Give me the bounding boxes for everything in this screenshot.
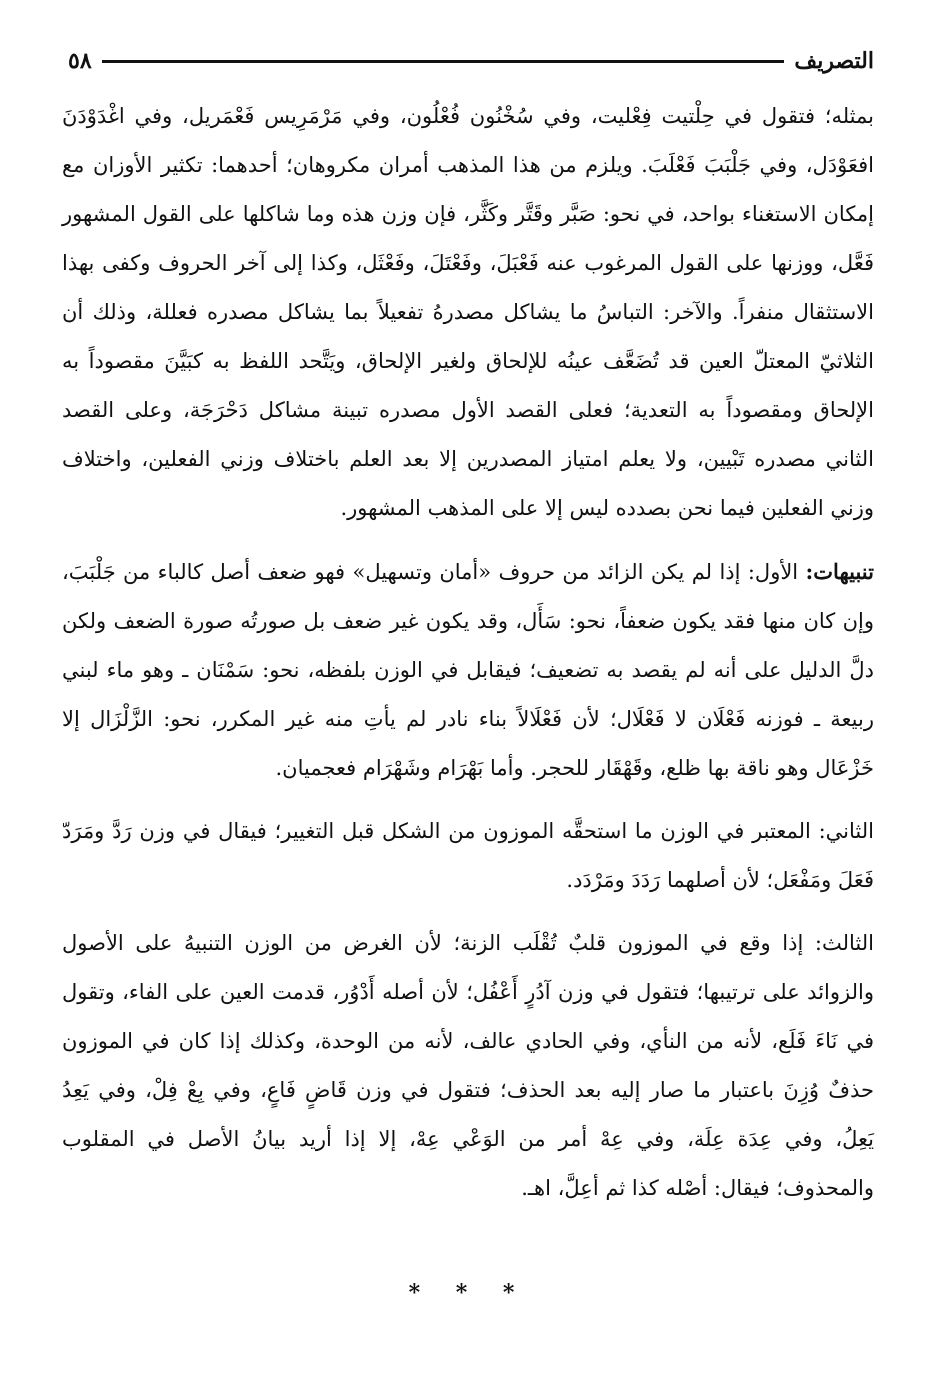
- page-number: ٥٨: [68, 48, 92, 74]
- paragraph-text: الثالث: إذا وقع في الموزون قلبٌ تُقْلَب الزنة؛ لأن الغرض من الوزن التنبيهُ على الأصول والزوائد على ترتيبها؛ فتقول في وزن آدُرٍ أَعْفُل؛ لأن أصله أَدْوُر، قدمت العين على الفاء، وتقول في نَاءَ فَلَع، لأنه من النأي، وفي الحادي عالف، لأنه من الوحدة، وكذلك إذا كان في الموزون حذفٌ وُزِنَ باعتبار ما صار إليه بعد الحذف؛ فتقول في وزن قَاضٍ فَاعٍ، وفي بِعْ فِلْ، وفي يَعِدُ يَعِلُ، وفي عِدَة عِلَة، وفي عِهْ أمر من الوَعْي عِهْ، إلا إذا أريد بيانُ الأصل في المقلوب والمحذوف؛ فيقال: أصْله كذا ثم أعِلَّ، اهـ.: [62, 931, 874, 1200]
- section-end-mark: * * *: [408, 1280, 529, 1306]
- body-text: [62, 92, 874, 1213]
- running-header: [68, 44, 874, 78]
- paragraph-notes-first: [62, 547, 874, 793]
- paragraph-text: الثاني: المعتبر في الوزن ما استحقَّه الموزون من الشكل قبل التغيير؛ فيقال في وزن رَدَّ ومَرَدّ فَعَلَ ومَفْعَل؛ لأن أصلهما رَدَدَ ومَرْدَد.: [62, 819, 874, 892]
- paragraph-text: الأول: إذا لم يكن الزائد من حروف «أمان وتسهيل» فهو ضعف أصل كالباء من جَلْبَبَ، وإن كان منها فقد يكون ضعفاً، نحو: سَأَل، وقد يكون غير ضعف بل صورتُه صورة الضعف ولكن دلَّ الدليل على أنه لم يقصد به تضعيف؛ فيقابل في الوزن بلفظه، نحو: سَمْنَان ـ وهو ماء لبني ربيعة ـ فوزنه فَعْلَان لا فَعْلَال؛ لأن فَعْلَالاً بناء نادر لم يأتِ منه غير المكرر، نحو: الزَّلْزَال إلا خَزْعَال وهو ناقة بها ظلع، وقَهْقَار للحجر. وأما بَهْرَام وشَهْرَام فعجميان.: [62, 560, 874, 780]
- notes-heading: تنبيهات:: [805, 559, 874, 584]
- paragraph-text: بمثله؛ فتقول في حِلْتيت فِعْليت، وفي سُخْنُون فُعْلُون، وفي مَرْمَرِيس فَعْمَريل، وفي اغْدَوْدَنَ افعَوْدَل، وفي جَلْبَبَ فَعْلَبَ. ويلزم من هذا المذهب أمران مكروهان؛ أحدهما: تكثير الأوزان مع إمكان الاستغناء بواحد، في نحو: صَبَّر وقَتَّر وكَثَّر، فإن وزن هذه وما شاكلها على القول المشهور فَعَّل، ووزنها على القول المرغوب عنه فَعْبَلَ، وفَعْتَلَ، وفَعْثَل، وكذا إلى آخر الحروف وكفى بهذا الاستثقال منفراً. والآخر: التباسُ ما يشاكل مصدرهُ تفعيلاً بما يشاكل مصدره فعللة، وذلك أن الثلاثيّ المعتلّ العين قد تُضَعَّف عينُه للإلحاق ولغير الإلحاق، ويَتَّحد اللفظ به كبَيَّنَ مقصوداً به الإلحاق ومقصوداً به التعدية؛ فعلى القصد الأول مصدره تبينة مشاكل دَحْرَجَة، وعلى القصد الثاني مصدره تَبْيين، ولا يعلم امتياز المصدرين إلا بعد العلم باختلاف وزني الفعلين، واختلاف وزني الفعلين فيما نحن بصدده ليس إلا على المذهب المشهور.: [62, 104, 874, 520]
- paragraph-notes-second: [62, 807, 874, 905]
- header-rule: [102, 60, 785, 63]
- paragraph-weighing-doctrine: [62, 92, 874, 533]
- chapter-title: التصريف: [794, 48, 874, 74]
- paragraph-notes-third: [62, 919, 874, 1213]
